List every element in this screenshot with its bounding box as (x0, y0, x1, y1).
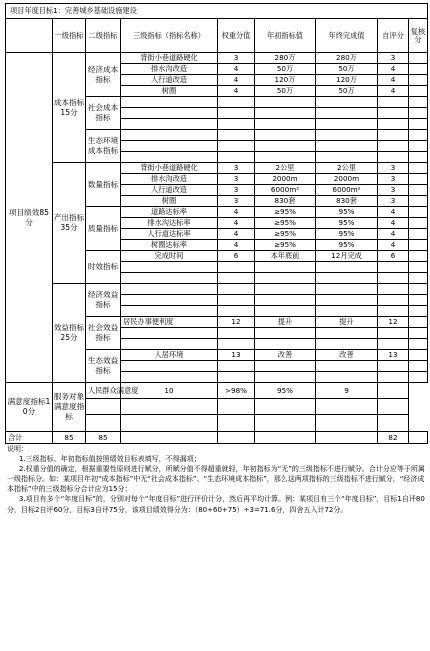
initial-value: ≥95% (255, 229, 316, 240)
weight-value: 3 (218, 53, 255, 64)
empty-cell (255, 141, 316, 152)
empty-cell (316, 372, 378, 383)
empty-cell (409, 108, 428, 119)
empty-cell (121, 361, 218, 372)
satisfaction-indicator-label: 满意度指标10分 (6, 383, 53, 432)
header-recheck-score: 复核分 (409, 19, 428, 53)
empty-cell (316, 399, 378, 415)
self-score-value: 3 (378, 196, 409, 207)
final-value: 95% (255, 383, 316, 399)
final-value: 95% (316, 240, 378, 251)
weight-value: 4 (218, 86, 255, 97)
empty-cell (378, 262, 409, 273)
header-level3: 三级指标（指标名称） (121, 19, 218, 53)
final-value: 830套 (316, 196, 378, 207)
performance-table (5, 3, 428, 444)
recheck-score-value (409, 207, 428, 218)
empty-cell (255, 306, 316, 317)
indicator-name: 排水沟达标率 (121, 218, 218, 229)
empty-cell (378, 152, 409, 163)
recheck-score-value (378, 383, 409, 399)
social-benefit-label: 社会效益指标 (86, 317, 121, 350)
empty-cell (378, 119, 409, 130)
total-self-score: 82 (378, 432, 409, 444)
final-value: 提升 (316, 317, 378, 328)
eco-benefit-label: 生态效益指标 (86, 350, 121, 383)
quality-indicator-label: 质量指标 (86, 207, 121, 251)
indicator-name: 排水沟改造 (121, 174, 218, 185)
indicator-name: 树圈达标率 (121, 240, 218, 251)
total-label: 合计 (6, 432, 53, 444)
empty-cell (378, 295, 409, 306)
empty-cell (378, 273, 409, 284)
time-indicator-label: 时效指标 (86, 251, 121, 284)
empty-cell (121, 119, 218, 130)
final-value: 12月完成 (316, 251, 378, 262)
empty-cell (409, 372, 428, 383)
project-score-label: 项目绩效85分 (6, 53, 53, 383)
header-row (6, 19, 428, 53)
empty-cell (255, 273, 316, 284)
empty-cell (255, 152, 316, 163)
self-score-value: 4 (378, 207, 409, 218)
empty-cell (121, 141, 218, 152)
empty-cell (121, 328, 218, 339)
empty-cell (121, 295, 218, 306)
empty-cell (255, 415, 316, 432)
empty-cell (255, 108, 316, 119)
empty-cell (255, 372, 316, 383)
empty-cell (378, 361, 409, 372)
self-score-value: 3 (378, 163, 409, 174)
empty-cell (121, 284, 218, 295)
econ-benefit-label: 经济效益指标 (86, 284, 121, 317)
note-2: 2.权重分值的确定，根据重要性原则进行赋分，所赋分值不得超重就轻，年初指标为“无”的三级指标不进行赋分。合计分应等于所属一级指标分。如：某项目年初“成本指标”中无“社会成本指标”、“生态环境成本指标”，那么这两项指标的三级指标不进行赋分，“经济成本指标”中的三级指标分合计应为15分； (7, 465, 425, 494)
empty-cell (378, 306, 409, 317)
empty-cell (121, 372, 218, 383)
empty-cell (378, 372, 409, 383)
empty-cell (409, 432, 428, 444)
initial-value: 改善 (255, 350, 316, 361)
empty-cell (121, 262, 218, 273)
recheck-score-value (409, 53, 428, 64)
empty-cell (409, 152, 428, 163)
empty-cell (255, 432, 316, 444)
empty-cell (378, 130, 409, 141)
empty-cell (121, 130, 218, 141)
weight-value: 12 (218, 317, 255, 328)
empty-cell (218, 97, 255, 108)
empty-cell (121, 432, 218, 444)
indicator-name: 居民办事便利度 (121, 317, 218, 328)
empty-cell (218, 262, 255, 273)
empty-cell (378, 339, 409, 350)
empty-cell (316, 328, 378, 339)
empty-cell (378, 399, 409, 415)
empty-cell (121, 273, 218, 284)
recheck-score-value (409, 75, 428, 86)
header-weight: 权重分值 (218, 19, 255, 53)
table-title: 项目年度目标1：完善城乡基础设施建设 (6, 4, 428, 19)
empty-cell (316, 295, 378, 306)
empty-cell (121, 108, 218, 119)
initial-value: 50万 (255, 86, 316, 97)
final-value: 120万 (316, 75, 378, 86)
empty-cell (316, 262, 378, 273)
indicator-name: 排水沟改造 (121, 64, 218, 75)
initial-value: 本年底前 (255, 251, 316, 262)
initial-value: ≥95% (255, 207, 316, 218)
table-row (6, 284, 428, 295)
empty-cell (409, 339, 428, 350)
total-row (6, 432, 428, 444)
empty-cell (409, 130, 428, 141)
empty-cell (218, 130, 255, 141)
empty-cell (218, 328, 255, 339)
empty-cell (409, 295, 428, 306)
recheck-score-value (409, 229, 428, 240)
header-initial: 年初指标值 (255, 19, 316, 53)
weight-value: 3 (218, 174, 255, 185)
indicator-name: 树圈 (121, 86, 218, 97)
empty-cell (218, 295, 255, 306)
weight-value: 10 (121, 383, 218, 399)
initial-value: 2000m (255, 174, 316, 185)
final-value: 95% (316, 218, 378, 229)
self-score-value: 13 (378, 350, 409, 361)
empty-cell (255, 262, 316, 273)
weight-value: 3 (218, 196, 255, 207)
final-value: 2公里 (316, 163, 378, 174)
self-score-value: 4 (378, 64, 409, 75)
empty-cell (255, 399, 316, 415)
indicator-name: 完成时间 (121, 251, 218, 262)
initial-value: 280万 (255, 53, 316, 64)
empty-cell (316, 152, 378, 163)
self-score-value: 9 (316, 383, 378, 399)
empty-cell (316, 141, 378, 152)
weight-value: 4 (218, 75, 255, 86)
empty-cell (218, 306, 255, 317)
recheck-score-value (409, 163, 428, 174)
output-indicator-label: 产出指标35分 (53, 163, 86, 284)
self-score-value: 3 (378, 185, 409, 196)
final-value: 2000m (316, 174, 378, 185)
recheck-score-value (409, 317, 428, 328)
recheck-score-value (409, 185, 428, 196)
quantity-indicator-label: 数量指标 (86, 163, 121, 207)
table-row (6, 383, 428, 399)
weight-value: 6 (218, 251, 255, 262)
indicator-name: 人行道达标率 (121, 229, 218, 240)
empty-cell (218, 119, 255, 130)
indicator-name: 人行道改造 (121, 185, 218, 196)
empty-cell (378, 415, 409, 432)
header-level1: 一级指标 (53, 19, 86, 53)
eco-cost-label: 生态环境成本指标 (86, 130, 121, 163)
indicator-name: 背街小巷道路硬化 (121, 53, 218, 64)
cost-indicator-label: 成本指标15分 (53, 53, 86, 163)
final-value: 95% (316, 207, 378, 218)
self-score-value: 6 (378, 251, 409, 262)
empty-cell (218, 372, 255, 383)
header-self-score: 自评分 (378, 19, 409, 53)
recheck-score-value (409, 350, 428, 361)
empty-cell (316, 97, 378, 108)
initial-value: 6000m² (255, 185, 316, 196)
empty-cell (316, 339, 378, 350)
initial-value: 830套 (255, 196, 316, 207)
empty-cell (218, 432, 255, 444)
empty-cell (218, 415, 255, 432)
empty-cell (316, 108, 378, 119)
final-value: 280万 (316, 53, 378, 64)
recheck-score-value (409, 218, 428, 229)
self-score-value: 4 (378, 86, 409, 97)
empty-cell (218, 284, 255, 295)
empty-cell (409, 361, 428, 372)
empty-cell (255, 97, 316, 108)
recheck-score-value (409, 240, 428, 251)
initial-value: 2公里 (255, 163, 316, 174)
weight-value: 13 (218, 350, 255, 361)
empty-cell (316, 415, 378, 432)
indicator-name: 树圈 (121, 196, 218, 207)
empty-cell (255, 328, 316, 339)
self-score-value: 4 (378, 229, 409, 240)
empty-cell (255, 361, 316, 372)
empty-cell (378, 97, 409, 108)
final-value: 50万 (316, 64, 378, 75)
empty-cell (378, 328, 409, 339)
self-score-value: 3 (378, 174, 409, 185)
recheck-score-value (409, 64, 428, 75)
empty-cell (409, 284, 428, 295)
initial-value: 提升 (255, 317, 316, 328)
empty-cell (316, 273, 378, 284)
empty-header-cell (6, 19, 53, 53)
notes-heading: 说明： (7, 445, 28, 453)
empty-cell (409, 119, 428, 130)
empty-cell (378, 108, 409, 119)
empty-cell (86, 415, 121, 432)
initial-value: 50万 (255, 64, 316, 75)
empty-cell (218, 273, 255, 284)
empty-cell (409, 328, 428, 339)
empty-cell (218, 141, 255, 152)
indicator-name: 人行道改造 (121, 75, 218, 86)
empty-cell (316, 130, 378, 141)
indicator-name: 人居环境 (121, 350, 218, 361)
weight-value: 3 (218, 163, 255, 174)
empty-cell (121, 152, 218, 163)
note-1: 1.三级指标、年初指标值按照绩效目标表填写，不得漏项； (19, 455, 201, 464)
empty-cell (316, 361, 378, 372)
weight-value: 4 (218, 229, 255, 240)
final-value: 6000m² (316, 185, 378, 196)
weight-value: 4 (218, 240, 255, 251)
service-satisfaction-label: 服务对象满意度指标 (53, 383, 86, 432)
weight-value: 3 (218, 185, 255, 196)
empty-cell (218, 152, 255, 163)
initial-value: >98% (218, 383, 255, 399)
empty-cell (218, 399, 255, 415)
recheck-score-value (409, 86, 428, 97)
empty-cell (409, 306, 428, 317)
empty-cell (409, 97, 428, 108)
empty-cell (218, 108, 255, 119)
indicator-name: 人民群众满意度 (86, 383, 121, 399)
empty-cell (255, 119, 316, 130)
empty-cell (121, 306, 218, 317)
table-row (6, 53, 428, 64)
recheck-score-value (409, 174, 428, 185)
empty-cell (255, 284, 316, 295)
note-3: 3.项目有多个“年度目标”的，分别对每个“年度目标”进行评价计分，然后再平均计算。例：某项目有三个“年度目标”，目标1自评80分，目标2自评60分，目标3自评75分，该项目绩效得分为：（80+60+75）÷3=71.6分，四舍五入计72分。 (7, 495, 425, 514)
empty-cell (121, 399, 218, 415)
final-value: 50万 (316, 86, 378, 97)
title-row (6, 4, 428, 19)
empty-cell (121, 339, 218, 350)
empty-cell (121, 415, 218, 432)
empty-cell (218, 361, 255, 372)
initial-value: 120万 (255, 75, 316, 86)
benefit-indicator-label: 效益指标25分 (53, 284, 86, 383)
empty-cell (86, 399, 121, 415)
header-final: 年终完成值 (316, 19, 378, 53)
empty-cell (255, 295, 316, 306)
econ-cost-label: 经济成本指标 (86, 53, 121, 97)
total-level1-score: 85 (53, 432, 86, 444)
empty-cell (316, 306, 378, 317)
initial-value: ≥95% (255, 218, 316, 229)
empty-cell (409, 141, 428, 152)
empty-cell (409, 273, 428, 284)
weight-value: 4 (218, 218, 255, 229)
empty-cell (378, 141, 409, 152)
header-level2: 二级指标 (86, 19, 121, 53)
empty-cell (316, 432, 378, 444)
self-score-value: 3 (378, 53, 409, 64)
empty-cell (255, 339, 316, 350)
recheck-score-value (409, 251, 428, 262)
self-score-value: 4 (378, 75, 409, 86)
recheck-score-value (409, 196, 428, 207)
empty-cell (255, 130, 316, 141)
indicator-name: 道路达标率 (121, 207, 218, 218)
weight-value: 4 (218, 207, 255, 218)
empty-cell (409, 262, 428, 273)
table-row (6, 163, 428, 174)
self-score-value: 4 (378, 218, 409, 229)
final-value: 95% (316, 229, 378, 240)
page (5, 3, 427, 515)
indicator-name: 背街小巷道路硬化 (121, 163, 218, 174)
notes (5, 444, 427, 515)
initial-value: ≥95% (255, 240, 316, 251)
empty-cell (316, 284, 378, 295)
self-score-value: 4 (378, 240, 409, 251)
final-value: 改善 (316, 350, 378, 361)
empty-cell (316, 119, 378, 130)
total-level2-score: 85 (86, 432, 121, 444)
weight-value: 4 (218, 64, 255, 75)
empty-cell (121, 97, 218, 108)
social-cost-label: 社会成本指标 (86, 97, 121, 130)
empty-cell (378, 284, 409, 295)
self-score-value: 12 (378, 317, 409, 328)
empty-cell (218, 339, 255, 350)
